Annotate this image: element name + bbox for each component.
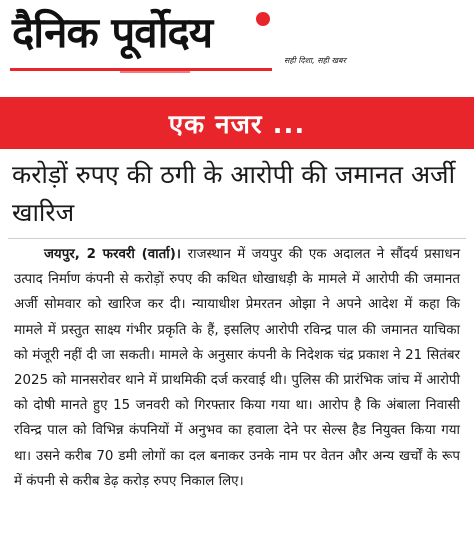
section-title: एक नजर ... bbox=[168, 110, 306, 140]
article-body bbox=[14, 242, 460, 494]
tagline: सही दिशा, सही खबर bbox=[284, 56, 346, 65]
logo-dot-icon bbox=[256, 12, 270, 26]
logo-subline bbox=[120, 71, 190, 73]
headline-divider bbox=[8, 238, 466, 239]
article-text: राजस्थान में जयपुर की एक अदालत ने सौंदर्य प्रसाधन उत्पाद निर्माण कंपनी से करोड़ों रुपए की कथित धोखाधड़ी के मामले में आरोपी की जमानत अर्जी सोमवार को खारिज कर दी। न्यायाधीश प्रेमरतन ओझा ने अपने आदेश में कहा कि मामले में प्रस्तुत साक्ष्य गंभीर प्रकृति के हैं, इसलिए आरोपी रविन्द्र पाल की जमानत याचिका को मंजूरी नहीं दी जा सकती। मामले के अनुसार कंपनी के निदेशक चंद्र प्रकाश ने 21 सितंबर 2025 को मानसरोवर थाने में प्राथमिकी दर्ज करवाई थी। पुलिस की प्रारंभिक जांच में आरोपी को दोषी मानते हुए 15 जनवरी को गिरफ्तार किया गया था। आरोप है कि अंबाला निवासी रविन्द्र पाल को विभिन्न कंपनियों में अनुभव का हवाला देने पर सेल्स हैड नियुक्त किया गया था। उसने करीब 70 डमी लोगों का दल बनाकर उनके नाम पर वेतन और अन्य खर्चों के रूप में कंपनी से करीब डेढ़ करोड़ रुपए निकाल लिए। bbox=[14, 247, 460, 489]
article-dateline: जयपुर, 2 फरवरी (वार्ता)। bbox=[44, 247, 188, 262]
masthead bbox=[0, 0, 474, 86]
newspaper-logo[interactable]: दैनिक पूर्वोदय bbox=[12, 8, 213, 57]
section-band bbox=[0, 97, 474, 149]
article-headline: करोड़ों रुपए की ठगी के आरोपी की जमानत अर्जी खारिज bbox=[12, 160, 456, 227]
